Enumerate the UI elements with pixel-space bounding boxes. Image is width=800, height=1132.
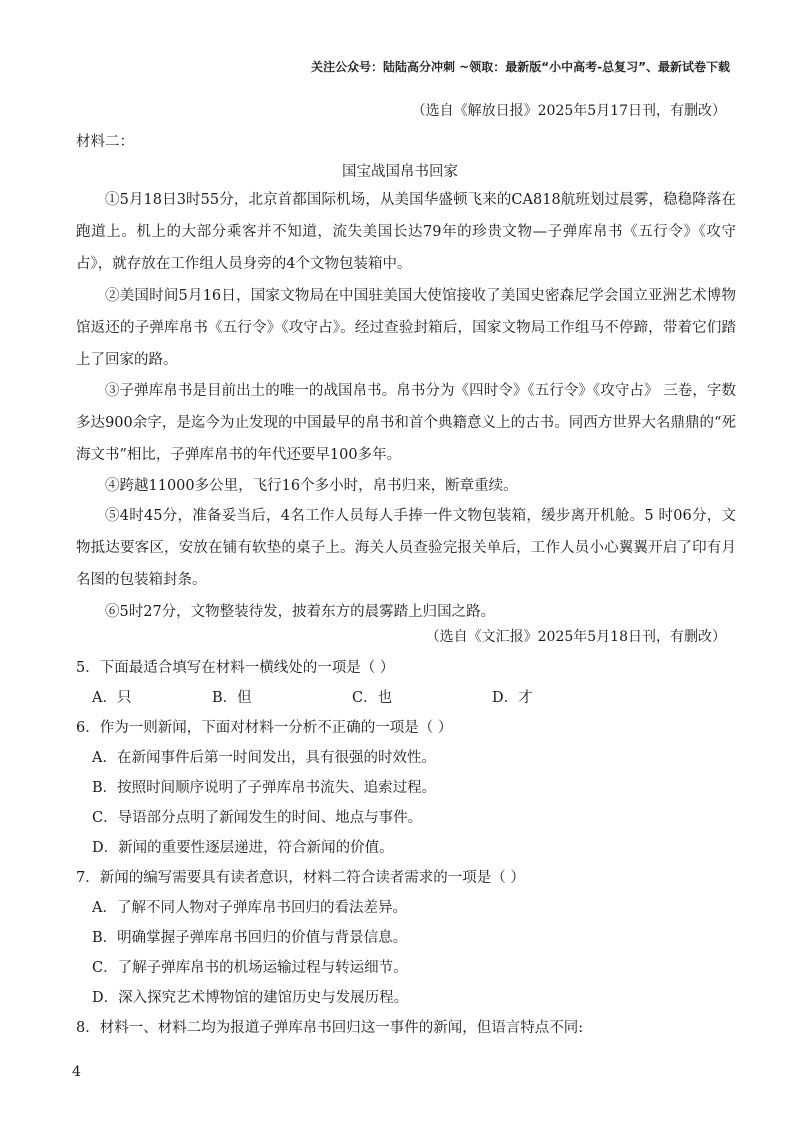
question-7-option-d: D．深入探究艺术博物馆的建馆历史与发展历程。 bbox=[92, 990, 409, 1006]
article-title: 国宝战国帛书回家 bbox=[342, 164, 458, 180]
source-citation-2: （选自《文汇报》2025年5月18日刊，有删改） bbox=[425, 629, 726, 645]
paragraph-6: ⑥5时27分，文物整装待发，披着东方的晨雾踏上归国之路。 bbox=[105, 604, 496, 620]
source-citation-1: （选自《解放日报》2025年5月17日刊，有删改） bbox=[411, 103, 726, 119]
question-6-option-c: C．导语部分点明了新闻发生的时间、地点与事件。 bbox=[92, 810, 423, 826]
question-5-option-b: B．但 bbox=[212, 690, 252, 706]
question-5-option-d: D．才 bbox=[492, 690, 533, 706]
question-7-option-c: C．了解子弹库帛书的机场运输过程与转运细节。 bbox=[92, 960, 408, 976]
question-7-option-b: B．明确掌握子弹库帛书回归的价值与背景信息。 bbox=[92, 930, 408, 946]
question-7-stem: 7．新闻的编写需要具有读者意识，材料二符合读者需求的一项是（ ） bbox=[76, 870, 525, 886]
question-5-stem: 5．下面最适合填写在材料一横线处的一项是（ ） bbox=[76, 660, 395, 676]
paragraph-5: ⑤4时45分，准备妥当后，4名工作人员每人手捧一件文物包装箱，缓步离开机舱。5 时06分，文物抵达要客区，安放在铺有软垫的桌子上。海关人员查验完报关单后，工作人员小心翼翼开启了印有月名图的包装箱封条。 bbox=[76, 508, 736, 588]
question-5-option-a: A．只 bbox=[92, 690, 132, 706]
question-5-option-c: C．也 bbox=[352, 690, 393, 706]
page-header-banner: 关注公众号：陆陆高分冲刺 ~领取：最新版“小中高考-总复习”、最新试卷下载 bbox=[311, 60, 730, 74]
page-number: 4 bbox=[72, 1064, 81, 1080]
question-6-option-d: D．新闻的重要性逐层递进，符合新闻的价值。 bbox=[92, 840, 394, 856]
question-6-stem: 6．作为一则新闻，下面对材料一分析不正确的一项是（ ） bbox=[76, 720, 453, 736]
paragraph-4: ④跨越11000多公里，飞行16个多小时，帛书归来，断章重续。 bbox=[105, 478, 518, 494]
question-6-option-a: A．在新闻事件后第一时间发出，具有很强的时效性。 bbox=[92, 750, 436, 766]
material-label: 材料二： bbox=[76, 134, 134, 150]
question-7-option-a: A．了解不同人物对子弹库帛书回归的看法差异。 bbox=[92, 900, 407, 916]
question-6-option-b: B．按照时间顺序说明了子弹库帛书流失、追索过程。 bbox=[92, 780, 437, 796]
paragraph-1: ①5月18日3时55分，北京首都国际机场，从美国华盛顿飞来的CA818航班划过晨雾，稳稳降落在跑道上。机上的大部分乘客并不知道，流失美国长达79年的珍贵文物—子弹库帛书《五行令》《攻守占》，就存放在工作组人员身旁的4个文物包装箱中。 bbox=[76, 192, 736, 272]
paragraph-3: ③子弹库帛书是目前出土的唯一的战国帛书。帛书分为《四时令》《五行令》《攻守占》 三卷，字数多达900余字，是迄今为止发现的中国最早的帛书和首个典籍意义上的古书。同西方世界大名鼎鼎的“死海文书”相比，子弹库帛书的年代还要早100多年。 bbox=[76, 383, 736, 463]
question-8-stem: 8．材料一、材料二均为报道子弹库帛书回归这一事件的新闻，但语言特点不同: bbox=[76, 1020, 584, 1036]
paragraph-2: ②美国时间5月16日，国家文物局在中国驻美国大使馆接收了美国史密森尼学会国立亚洲艺术博物馆返还的子弹库帛书《五行令》《攻守占》。经过查验封箱后，国家文物局工作组马不停蹄，带着它们踏上了回家的路。 bbox=[76, 288, 736, 368]
